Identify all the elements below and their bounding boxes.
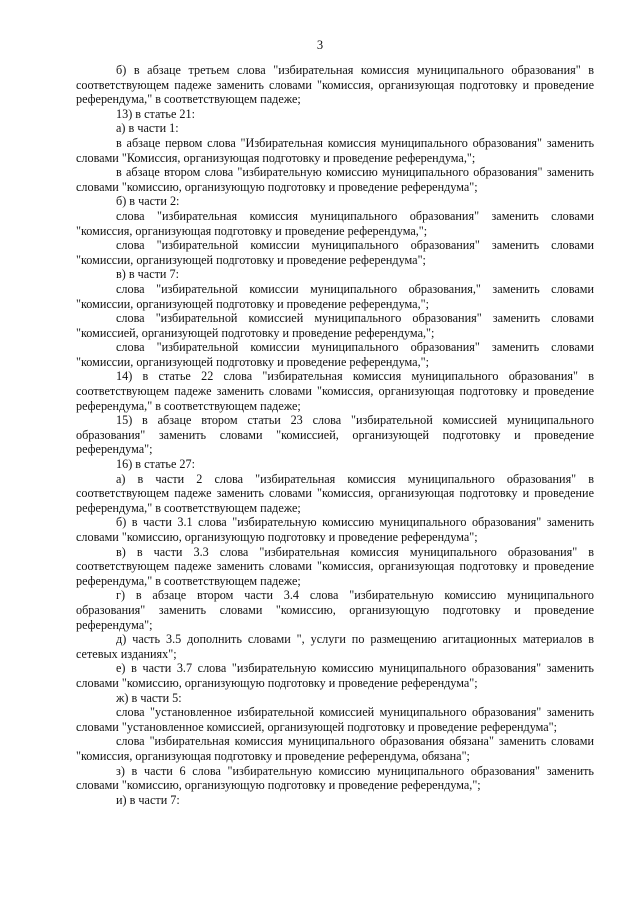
paragraph: в абзаце первом слова "Избирательная комиссия муниципального образования" заменить словами "Комиссия, организующая подготовку и проведение референдума,"; — [76, 135, 594, 165]
paragraph: а) в части 1: — [116, 121, 179, 136]
paragraph: слова "избирательной комиссии муниципального образования" заменить словами "комиссии, организующей подготовку и проведение референдума"; — [76, 238, 594, 267]
paragraph: слова "избирательной комиссии муниципального образования" заменить словами "комиссии, организующей подготовку и проведение референдума,"; — [76, 340, 594, 369]
paragraph: ж) в части 5: — [116, 690, 182, 705]
paragraph: слова "избирательной комиссией муниципального образования" заменить словами "комиссией, организующей подготовку и проведение референдума,"; — [76, 311, 594, 340]
paragraph: з) в части 6 слова "избирательную комиссию муниципального образования" заменить словами "комиссию, организующую подготовку и проведение референдума,"; — [76, 763, 594, 793]
paragraph: слова "избирательная комиссия муниципального образования" заменить словами "комиссия, организующая подготовку и проведение референдума,"; — [76, 208, 594, 238]
paragraph: 14) в статье 22 слова "избирательная комиссия муниципального образования" в соответствующем падеже заменить словами "комиссия, организующая подготовку и проведение референдума," в соответствующем падеже; — [76, 369, 594, 413]
paragraph: в) в части 7: — [116, 267, 179, 282]
paragraph: 16) в статье 27: — [116, 457, 195, 472]
document-body — [76, 63, 594, 807]
paragraph: слова "установленное избирательной комиссией муниципального образования" заменить словами "установленное комиссией, организующей подготовку и проведение референдума"; — [76, 705, 594, 734]
paragraph: б) в части 2: — [116, 194, 180, 209]
paragraph: слова "избирательная комиссия муниципального образования обязана" заменить словами "комиссия, организующая подготовку и проведение референдума, обязана"; — [76, 734, 594, 763]
paragraph: 13) в статье 21: — [116, 106, 195, 121]
paragraph: г) в абзаце втором части 3.4 слова "избирательную комиссию муниципального образования" заменить словами "комиссию, организующую подготовку и проведение референдума"; — [76, 588, 594, 632]
paragraph: б) в абзаце третьем слова "избирательная комиссия муниципального образования" в соответствующем падеже заменить словами "комиссия, организующая подготовку и проведение референдума," в соответствующем падеже; — [76, 63, 594, 107]
paragraph: в) в части 3.3 слова "избирательная комиссия муниципального образования" в соответствующем падеже заменить словами "комиссия, организующая подготовку и проведение референдума," в соответствующем падеже; — [76, 544, 594, 588]
paragraph: д) часть 3.5 дополнить словами ", услуги по размещению агитационных материалов в сетевых изданиях"; — [76, 632, 594, 661]
paragraph: а) в части 2 слова "избирательная комиссия муниципального образования" в соответствующем падеже заменить словами "комиссия, организующая подготовку и проведение референдума," в соответствующем падеже; — [76, 471, 594, 515]
paragraph: е) в части 3.7 слова "избирательную комиссию муниципального образования" заменить словами "комиссию, организующую подготовку и проведение референдума"; — [76, 661, 594, 690]
paragraph: и) в части 7: — [116, 792, 180, 807]
paragraph: б) в части 3.1 слова "избирательную комиссию муниципального образования" заменить словами "комиссию, организующую подготовку и проведение референдума"; — [76, 515, 594, 544]
paragraph: 15) в абзаце втором статьи 23 слова "избирательной комиссией муниципального образования" заменить словами "комиссией, организующей подготовку и проведение референдума"; — [76, 413, 594, 457]
paragraph: в абзаце втором слова "избирательную комиссию муниципального образования" заменить словами "комиссию, организующую подготовку и проведение референдума"; — [76, 165, 594, 194]
paragraph: слова "избирательной комиссии муниципального образования," заменить словами "комиссии, организующей подготовку и проведение референдума,"; — [76, 281, 594, 311]
page-number: 3 — [316, 38, 324, 52]
